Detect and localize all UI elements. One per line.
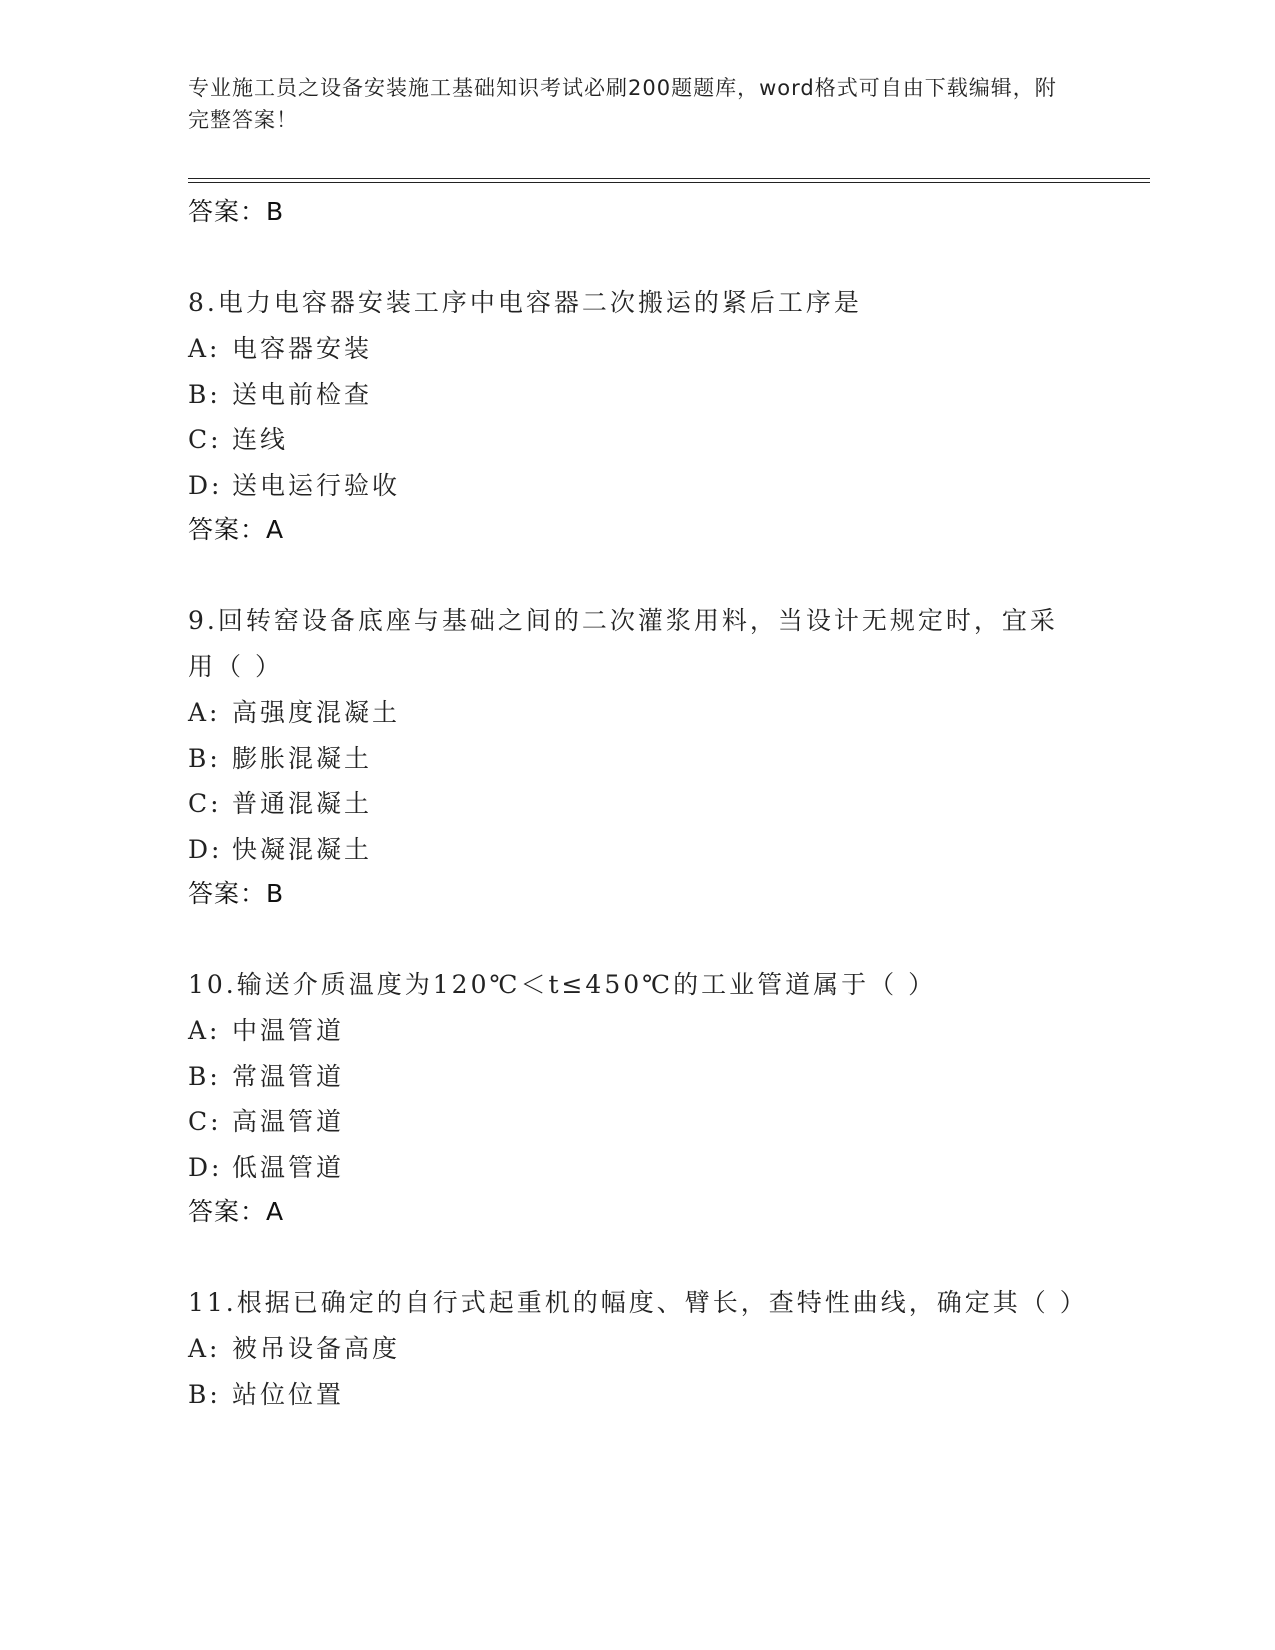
option-letter: A: xyxy=(188,334,221,363)
option-letter: B: xyxy=(188,379,221,409)
option-text: 送电运行验收 xyxy=(232,470,401,500)
option-letter: B: xyxy=(188,1061,221,1091)
header-divider-bottom xyxy=(188,182,1150,183)
answer-line: 答案：B xyxy=(188,197,285,226)
option-text: 膨胀混凝土 xyxy=(232,743,373,773)
option-text: 高温管道 xyxy=(232,1107,345,1136)
option-text: 电容器安装 xyxy=(232,334,373,363)
question-block xyxy=(188,280,1078,552)
option-letter: A: xyxy=(188,1016,221,1045)
option-text: 送电前检查 xyxy=(232,379,373,409)
option-b xyxy=(188,372,1078,418)
option-b xyxy=(188,736,1078,782)
header-divider-top xyxy=(188,178,1150,179)
spacer xyxy=(188,916,1078,962)
option-a xyxy=(188,326,1078,372)
option-text: 常温管道 xyxy=(232,1061,345,1091)
answer-line: 答案：A xyxy=(188,515,285,544)
option-letter: D: xyxy=(188,834,223,864)
question-text: 10.输送介质温度为120℃＜t≤450℃的工业管道属于（ ） xyxy=(188,970,937,999)
option-a xyxy=(188,690,1078,736)
option-d xyxy=(188,1145,1078,1191)
option-letter: C: xyxy=(188,1107,222,1136)
answer-line: 答案：A xyxy=(188,1197,285,1226)
option-letter: C: xyxy=(188,425,222,454)
option-text: 站位位置 xyxy=(232,1379,345,1409)
option-text: 中温管道 xyxy=(232,1016,345,1045)
spacer xyxy=(188,552,1078,598)
question-block xyxy=(188,598,1078,916)
option-letter: C: xyxy=(188,789,222,818)
option-text: 被吊设备高度 xyxy=(232,1334,401,1363)
option-letter: B: xyxy=(188,743,221,773)
option-b xyxy=(188,1054,1078,1100)
option-d xyxy=(188,827,1078,873)
option-letter: D: xyxy=(188,470,223,500)
spacer xyxy=(188,1234,1078,1280)
option-text: 快凝混凝土 xyxy=(232,834,373,864)
option-b xyxy=(188,1372,1078,1418)
spacer xyxy=(188,234,1078,280)
option-text: 连线 xyxy=(232,425,289,454)
answer-line: 答案：B xyxy=(188,879,285,908)
option-c xyxy=(188,1099,1078,1145)
option-letter: A: xyxy=(188,698,221,727)
option-a xyxy=(188,1008,1078,1054)
option-letter: B: xyxy=(188,1379,221,1409)
question-list xyxy=(188,190,1088,1417)
option-c xyxy=(188,781,1078,827)
option-d xyxy=(188,463,1078,509)
document-header: 专业施工员之设备安装施工基础知识考试必刷200题题库，word格式可自由下载编辑，附完整答案！ xyxy=(188,76,1057,132)
option-text: 高强度混凝土 xyxy=(232,698,401,727)
question-text: 8.电力电容器安装工序中电容器二次搬运的紧后工序是 xyxy=(188,288,862,317)
option-c xyxy=(188,417,1078,463)
question-text: 9.回转窑设备底座与基础之间的二次灌浆用料，当设计无规定时，宜采用（ ） xyxy=(188,606,1058,681)
option-a xyxy=(188,1326,1078,1372)
option-letter: A: xyxy=(188,1334,221,1363)
option-letter: D: xyxy=(188,1152,223,1182)
option-text: 低温管道 xyxy=(232,1152,345,1182)
question-block xyxy=(188,1280,1088,1417)
question-text: 11.根据已确定的自行式起重机的幅度、臂长，查特性曲线，确定其（ ） xyxy=(188,1288,1088,1317)
option-text: 普通混凝土 xyxy=(232,789,373,818)
question-block xyxy=(188,962,1078,1234)
